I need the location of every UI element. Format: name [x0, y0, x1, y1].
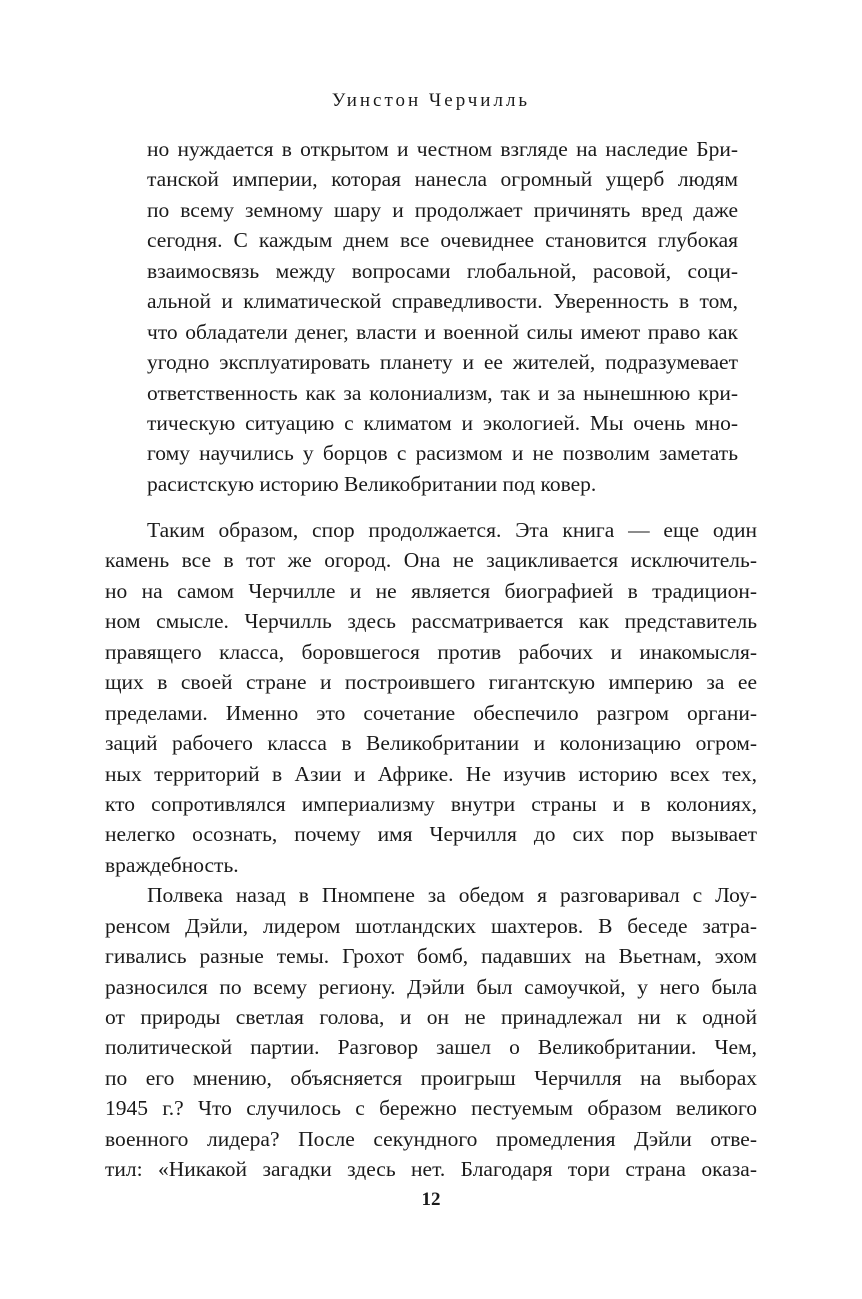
paragraph-line: Полвека назад в Пномпене за обедом я разговаривал с Лоу-: [147, 883, 757, 908]
paragraph-line: заций рабочего класса в Великобритании и колонизацию огром-: [105, 731, 757, 756]
page-number: 12: [421, 1189, 441, 1210]
paragraph-line: Таким образом, спор продолжается. Эта книга — еще один: [147, 518, 757, 542]
paragraph-line: тил: «Никакой загадки здесь нет. Благодаря тори страна оказа-: [105, 1157, 757, 1182]
paragraph-line: ренсом Дэйли, лидером шотландских шахтеров. В беседе затра-: [105, 913, 757, 938]
quote-line: по всему земному шару и продолжает причинять вред даже: [147, 197, 738, 222]
quote-line: альной и климатической справедливости. Уверенность в том,: [147, 289, 738, 314]
quote-line: взаимосвязь между вопросами глобальной, расовой, соци-: [147, 258, 738, 283]
paragraph-line: камень все в тот же огород. Она не зацикливается исключитель-: [105, 548, 757, 573]
paragraph: [105, 880, 757, 1184]
paragraph-line: правящего класса, боровшегося против рабочих и инакомысля-: [105, 639, 757, 664]
paragraph-line: военного лидера? После секундного промедления Дэйли отве-: [105, 1126, 757, 1151]
paragraph-line: щих в своей стране и построившего гигантскую империю за ее: [105, 670, 757, 695]
quote-line: тическую ситуацию с климатом и экологией. Мы очень мно-: [147, 410, 738, 435]
quote-block: [147, 134, 738, 499]
paragraph-line: по его мнению, объясняется проигрыш Черчилля на выборах: [105, 1065, 757, 1090]
paragraph-line: 1945 г.? Что случилось с бережно пестуемым образом великого: [105, 1096, 757, 1121]
paragraph-line: разносился по всему региону. Дэйли был самоучкой, у него была: [105, 974, 757, 999]
paragraph-line: политической партии. Разговор зашел о Великобритании. Чем,: [105, 1035, 757, 1060]
quote-line: расистскую историю Великобритании под ковер.: [147, 471, 597, 496]
paragraph-line: пределами. Именно это сочетание обеспечило разгром органи-: [105, 700, 757, 725]
paragraph-line: от природы светлая голова, и он не принадлежал ни к одной: [105, 1005, 757, 1029]
quote-line: гому научились у борцов с расизмом и не позволим заметать: [147, 441, 738, 466]
quote-line: танской империи, которая нанесла огромный ущерб людям: [147, 167, 738, 192]
paragraph-line: нелегко осознать, почему имя Черчилля до сих пор вызывает: [105, 822, 757, 847]
body-text: [105, 515, 757, 1185]
quote-line: сегодня. С каждым днем все очевиднее становится глубокая: [147, 228, 738, 253]
paragraph-line: но на самом Черчилле и не является биографией в традицион-: [105, 578, 757, 603]
running-head-title: Уинстон Черчилль: [331, 90, 531, 111]
quote-line: но нуждается в открытом и честном взгляде на наследие Бри-: [147, 137, 738, 161]
quote-line: угодно эксплуатировать планету и ее жителей, подразумевает: [147, 350, 738, 375]
paragraph-line: ных территорий в Азии и Африке. Не изучив историю всех тех,: [105, 761, 757, 786]
paragraph-line: гивались разные темы. Грохот бомб, падавших на Вьетнам, эхом: [105, 944, 757, 969]
quote-line: что обладатели денег, власти и военной силы имеют право как: [147, 319, 738, 344]
paragraph-line: враждебность.: [105, 852, 239, 877]
quote-line: ответственность как за колониализм, так и за нынешнюю кри-: [147, 380, 738, 405]
paragraph-line: кто сопротивлялся империализму внутри страны и в колониях,: [105, 791, 757, 816]
paragraph: [105, 515, 757, 880]
paragraph-line: ном смысле. Черчилль здесь рассматривается как представитель: [105, 609, 757, 634]
